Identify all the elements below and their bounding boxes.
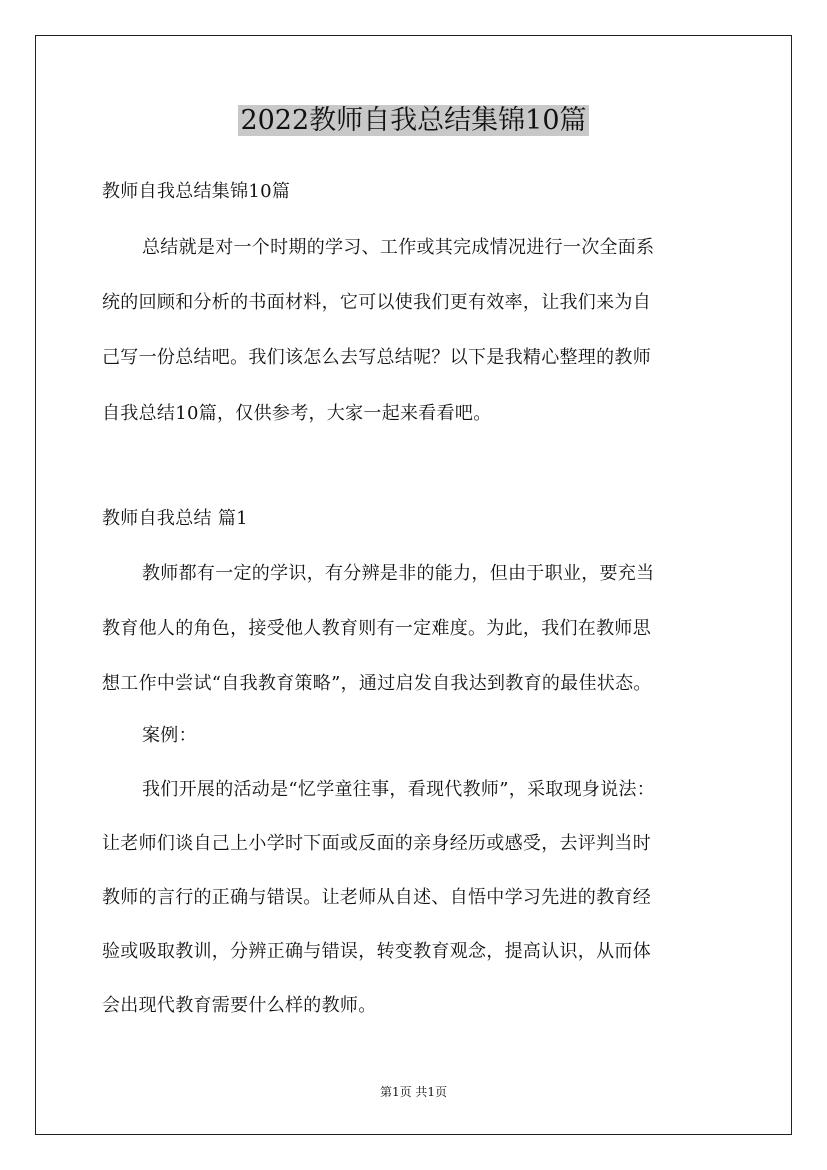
intro-line: 己写一份总结吧。我们该怎么去写总结呢？以下是我精心整理的教师 <box>102 347 651 368</box>
paragraph-line: 教师都有一定的学识，有分辨是非的能力，但由于职业，要充当 <box>142 563 655 584</box>
intro-line: 总结就是对一个时期的学习、工作或其完成情况进行一次全面系 <box>142 237 655 258</box>
paragraph-line: 我们开展的活动是“忆学童往事，看现代教师”，采取现身说法： <box>142 779 656 800</box>
document-title-text: 2022教师自我总结集锦10篇 <box>240 105 587 136</box>
paragraph-line: 想工作中尝试“自我教育策略”，通过启发自我达到教育的最佳状态。 <box>102 673 652 694</box>
case-label: 案例： <box>142 725 197 746</box>
paragraph-line: 会出现代教育需要什么样的教师。 <box>102 995 377 1016</box>
section-heading: 教师自我总结 篇1 <box>102 508 248 529</box>
document-title <box>0 102 827 140</box>
document-subtitle: 教师自我总结集锦10篇 <box>102 181 291 202</box>
intro-line: 统的回顾和分析的书面材料，它可以使我们更有效率，让我们来为自 <box>102 292 651 313</box>
intro-line: 自我总结10篇，仅供参考，大家一起来看看吧。 <box>102 403 492 424</box>
page-footer: 第1页 共1页 <box>379 1085 448 1099</box>
paragraph-line: 教育他人的角色，接受他人教育则有一定难度。为此，我们在教师思 <box>102 618 651 639</box>
paragraph-line: 验或吸取教训，分辨正确与错误，转变教育观念，提高认识，从而体 <box>102 941 651 962</box>
paragraph-line: 让老师们谈自己上小学时下面或反面的亲身经历或感受，去评判当时 <box>102 833 651 854</box>
paragraph-line: 教师的言行的正确与错误。让老师从自述、自悟中学习先进的教育经 <box>102 887 651 908</box>
